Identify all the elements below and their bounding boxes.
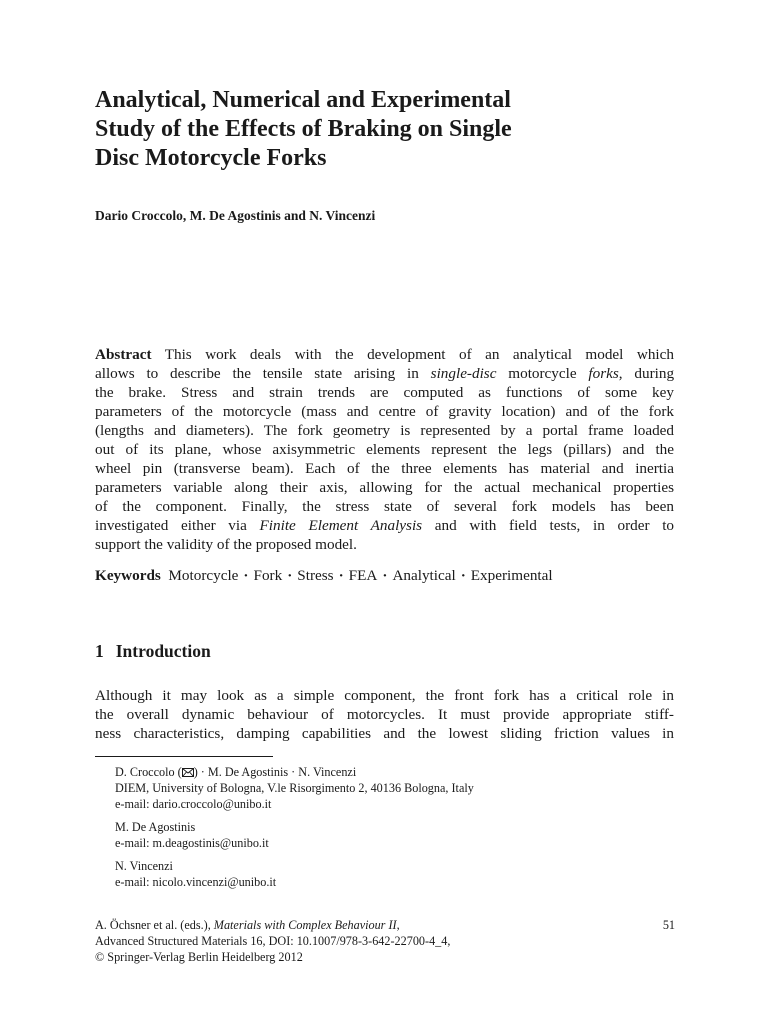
keyword: FEA bbox=[348, 567, 378, 584]
abstract-line: support the validity of the proposed model. bbox=[95, 536, 357, 553]
affiliation-email: e-mail: m.deagostinis@unibo.it bbox=[115, 836, 269, 850]
keyword: Fork bbox=[253, 567, 283, 584]
publication-info bbox=[95, 917, 675, 965]
keyword-separator: · bbox=[338, 567, 344, 584]
abstract-line: parameters variable along their axis, allowing for the actual mechanical properties bbox=[95, 479, 674, 496]
keyword: Stress bbox=[297, 567, 334, 584]
section-number: 1 bbox=[95, 641, 104, 661]
abstract-line: Abstract This work deals with the development of an analytical model which bbox=[95, 346, 674, 363]
intro-line: Although it may look as a simple component, the front fork has a critical role in bbox=[95, 687, 674, 704]
author-list: Dario Croccolo, M. De Agostinis and N. Vincenzi bbox=[95, 208, 376, 223]
abstract bbox=[95, 345, 674, 554]
intro-paragraph bbox=[95, 686, 674, 743]
keyword-separator: · bbox=[243, 567, 249, 584]
publication-copyright: © Springer-Verlag Berlin Heidelberg 2012 bbox=[95, 950, 303, 964]
abstract-line: (lengths and diameters). The fork geometry is represented by a portal frame loaded bbox=[95, 422, 674, 439]
section-heading bbox=[95, 641, 675, 662]
envelope-icon bbox=[182, 768, 194, 777]
title-line: Disc Motorcycle Forks bbox=[95, 145, 327, 171]
abstract-label: Abstract bbox=[95, 346, 152, 363]
footnotes bbox=[115, 764, 635, 897]
publication-editors: A. Öchsner et al. (eds.), Materials with Complex Behaviour II, bbox=[95, 918, 400, 932]
keywords bbox=[95, 566, 675, 585]
keyword-separator: · bbox=[460, 567, 466, 584]
publication-series: Advanced Structured Materials 16, DOI: 10.1007/978-3-642-22700-4_4, bbox=[95, 934, 451, 948]
keyword-separator: · bbox=[382, 567, 388, 584]
abstract-line: wheel pin (transverse beam). Each of the three elements has material and inertia bbox=[95, 460, 674, 477]
affiliation-author: N. Vincenzi bbox=[115, 859, 173, 873]
keyword-separator: · bbox=[287, 567, 293, 584]
affiliation-authors: D. Croccolo ( ) · M. De Agostinis · N. Vincenzi bbox=[115, 765, 357, 779]
abstract-line: allows to describe the tensile state arising in single-disc motorcycle forks, during bbox=[95, 365, 675, 382]
section-title: Introduction bbox=[115, 641, 211, 661]
title-line: Analytical, Numerical and Experimental bbox=[95, 87, 511, 113]
affiliation-block bbox=[115, 819, 635, 851]
footnote-divider bbox=[95, 756, 273, 757]
intro-line: the overall dynamic behaviour of motorcycles. It must provide appropriate stiff- bbox=[95, 706, 674, 723]
affiliation-block bbox=[115, 764, 635, 812]
affiliation-address: DIEM, University of Bologna, V.le Risorgimento 2, 40136 Bologna, Italy bbox=[115, 781, 474, 795]
affiliation-email: e-mail: dario.croccolo@unibo.it bbox=[115, 797, 272, 811]
keyword: Analytical bbox=[392, 567, 456, 584]
intro-line: ness characteristics, damping capabilities and the lowest sliding friction values in bbox=[95, 725, 674, 742]
abstract-line: out of its plane, whose axisymmetric elements represent the legs (pillars) and the bbox=[95, 441, 674, 458]
paper-page bbox=[95, 0, 675, 1024]
keywords-label: Keywords bbox=[95, 567, 161, 584]
page-number: 51 bbox=[662, 918, 675, 932]
affiliation-email: e-mail: nicolo.vincenzi@unibo.it bbox=[115, 875, 277, 889]
keyword: Motorcycle bbox=[168, 567, 239, 584]
keyword: Experimental bbox=[470, 567, 553, 584]
abstract-line: investigated either via Finite Element Analysis and with field tests, in order to bbox=[95, 517, 675, 534]
affiliation-block bbox=[115, 858, 635, 890]
abstract-line: parameters of the motorcycle (mass and centre of gravity location) and of the fork bbox=[95, 403, 674, 420]
title-line: Study of the Effects of Braking on Single bbox=[95, 116, 512, 142]
abstract-line: of the component. Finally, the stress state of several fork models has been bbox=[95, 498, 674, 515]
affiliation-author: M. De Agostinis bbox=[115, 820, 196, 834]
paper-title bbox=[95, 86, 675, 173]
abstract-line: the brake. Stress and strain trends are computed as functions of some key bbox=[95, 384, 674, 401]
